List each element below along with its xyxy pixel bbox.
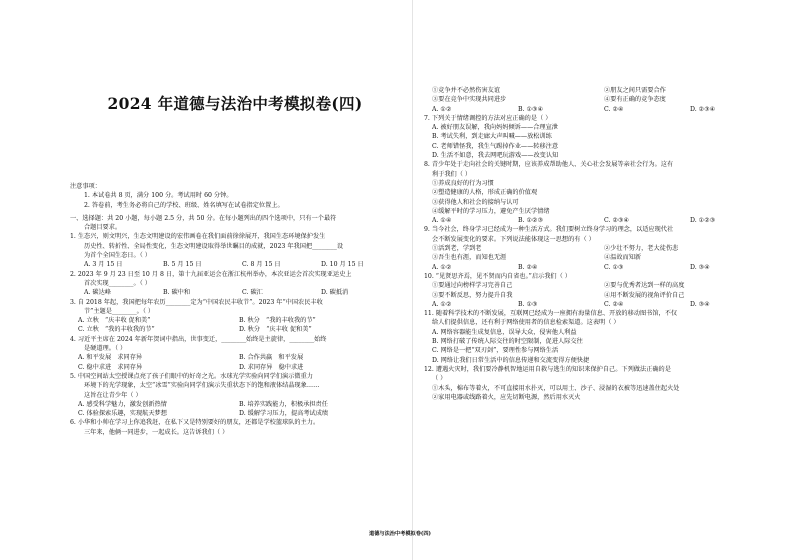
question-stem: 12. 遭遇火灾时，我们要冷静机智地运用自救与逃生的知识来保护自己。下列做法正确的是 [424, 365, 671, 373]
question-2 [70, 270, 400, 298]
question-11 [424, 309, 776, 365]
question-3 [70, 298, 400, 335]
option-b: B. ①③ [518, 300, 538, 308]
statement-4: ④用不断发展的视角评价自己 [604, 291, 685, 299]
statement-2: ②要与优秀者达到一样的高度 [604, 282, 685, 290]
option-a: A. 3 月 15 日 [84, 261, 123, 269]
statement-2: ②塑造健康的人格，形成正确的价值观 [432, 189, 538, 197]
question-1 [70, 232, 400, 269]
question-10 [424, 272, 776, 309]
statement-3: ③要不断反思，努力提升自我 [432, 291, 513, 299]
statement-4: ④温故而知新 [604, 254, 642, 262]
statement-1: ①活到老，学到老 [432, 245, 482, 253]
notice-item: 1. 本试卷共 8 页，满分 100 分。考试用时 60 分钟。 [84, 192, 233, 200]
option-d: D. 秋分 “庆丰收 促和美” [239, 326, 312, 334]
question-stem: 11. 随着科学技术的不断发展，互联网已经成为一座拥有海量信息、开放的移动图书馆，不仅 [424, 310, 678, 318]
option-d: D. 碳抵消 [321, 289, 349, 297]
statement-4: ④要有正确的竞争态度 [604, 96, 666, 104]
option-b: B. 5 月 15 日 [163, 261, 202, 269]
statement-1: ①要通过向榜样学习完善自己 [432, 282, 513, 290]
statement-2: ②少壮不努力，老大徒伤悲 [604, 245, 679, 253]
option-b: B. 合作共赢 和平发展 [239, 354, 304, 362]
page-fold-divider [412, 0, 413, 560]
question-stem: 5. 中国空间站太空授课点亮了孩子们眼中的好奇之光。水球光学实验向同学们演示微重力 [70, 372, 313, 380]
option-d: D. ③④ [690, 263, 710, 271]
question-stem: 这旨在让青少年（ ） [84, 391, 142, 399]
question-9 [424, 225, 776, 271]
option-c: C. ②④ [604, 300, 624, 308]
question-4 [70, 335, 400, 372]
option-b: B. ②④ [518, 263, 538, 271]
paper-title: 2024 年道德与法治中考模拟卷(四) [107, 94, 363, 113]
option-c: C. 碳汇 [242, 289, 263, 297]
question-12 [424, 365, 776, 402]
question-stem: 给人们提供信息，还有利于网络使用者的信息检索渠道。这表明（ ） [432, 319, 620, 327]
statement-1: ①养成良好的行为习惯 [432, 179, 494, 187]
question-stem: 2. 2023 年 9 月 23 日至 10 月 8 日，第十九届亚运会在浙江杭州举办，本次亚运会首次实现亚运史上 [70, 270, 352, 278]
question-stem: 为首个全国生态日。（ ） [84, 252, 151, 260]
option-b: B. ①③④ [518, 105, 544, 113]
question-stem: 1. 生态兴，则文明兴，生态文明建设的宏伟画卷在我们面前徐徐展开，我国生态环境保护发生 [70, 233, 326, 241]
question-stem: 10. “见贤思齐焉，见不贤而内自省也。”启示我们（ ） [424, 272, 571, 280]
statement-3: ③获得他人和社会的接纳与认可 [432, 198, 519, 206]
statement-1: ①竞争并不必然伤害友谊 [432, 87, 501, 94]
option-d: D. 求同存异 稳中求进 [239, 363, 304, 371]
statement-3: ③吾生也有涯，而知也无涯 [432, 254, 507, 262]
option-b: B. 秋分 “我的丰收我的节” [239, 317, 316, 325]
option-b: B. 网络打破了传统人际交往的时空限制，促进人际交往 [432, 338, 583, 346]
question-stem: 8. 青少年处于走向社会的关键时期，应该养成帮助他人、关心社会发展等亲社会行为。这有 [424, 161, 674, 169]
question-stem: 9. 当今社会，终身学习已经成为一种生活方式。我们要树立终身学习的理念，以适应现代社 [424, 226, 674, 234]
question-5 [70, 372, 400, 418]
question-stem: 4. 习近平主席在 2024 年新年贺词中指出，世事变迁，________始终是主旋律，________始终 [70, 335, 327, 343]
statement-2: ②朋友之间只需要合作 [604, 87, 666, 94]
notice-heading: 注意事项： [70, 183, 101, 190]
option-a: A. ①② [432, 263, 452, 271]
option-a: A. 被好朋友误解，我向妈妈倾诉——合理宣泄 [432, 124, 558, 132]
notice-item: 2. 答卷前，考生务必将自己的学校、班级、姓名填写在试卷指定位置上。 [84, 201, 284, 209]
question-6 [70, 418, 400, 437]
option-c: C. 稳中求进 求同存异 [78, 363, 143, 371]
option-c: C. ①③ [604, 263, 624, 271]
option-d: D. ③④ [690, 300, 710, 308]
option-c: C. ②④ [604, 105, 624, 113]
option-c: C. 8 月 15 日 [242, 261, 281, 269]
option-d: D. ②③④ [690, 105, 716, 113]
notice-block [70, 182, 400, 437]
option-c: C. 网络是一把“双刃剑”，要理性参与网络生活 [432, 347, 559, 355]
question-stem: 首次实现________。（ ） [84, 279, 151, 287]
question-stem: 节”主题是________。（ ） [84, 307, 155, 315]
question-8 [424, 160, 776, 225]
question-stem: 是硬道理。（ ） [84, 345, 127, 353]
question-stem: 3. 自 2018 年起，我国把每年农历________定为“中国农民丰收节”。2023 年“中国农民丰收 [70, 298, 323, 306]
option-d: D. 网络让我们日常生活中的信息传递和交流变得方便快捷 [432, 356, 590, 364]
question-stem: 6. 小华和小帅在学习上你追我赶，在私下又是特别要好的朋友，还都是学校篮球队的主力。 [70, 419, 320, 427]
section-heading-cont: 合题目要求。 [84, 224, 122, 232]
option-b: B. ①②③ [518, 217, 544, 225]
question-stem: 环境下的光学现象，太空“冰雪”实验向同学们演示失重状态下的饱和液体结晶现象…… [84, 382, 320, 390]
option-d: D. 缓解学习压力，提高考试成绩 [239, 410, 329, 418]
question-stem: 三年来，他俩一同进步，一起成长。这告诉我们（ ） [84, 428, 229, 436]
question-stem: 历史性、转折性、全局性变化，生态文明建设取得举世瞩目的成就，2023 年我国把________设 [84, 242, 344, 250]
statement-4: ④缓解平时的学习压力，避免产生厌学情绪 [432, 207, 550, 215]
option-a: A. ①② [432, 105, 452, 113]
option-d: D. ①②③ [690, 217, 716, 225]
option-c: C. 老师错怪我，我生气踢掉作业——转移注意 [432, 142, 559, 150]
section-heading: 一、选择题：共 20 小题，每小题 2.5 分，共 50 分。在每小题列出的四个选项中，只有一个最符 [70, 214, 337, 222]
question-stem: 会不断发展变化的要求。下列说法能体现这一思想的有（ ） [432, 235, 595, 243]
option-a: A. 感受科学魅力，激发创新热情 [78, 400, 167, 408]
statement-3: ③要在竞争中实现共同进步 [432, 96, 507, 104]
statement-1: ①木头，棉布等着火，不可直接用水扑灭，可以用土、沙子、浸湿的衣被等迅速盖住起火处 [432, 384, 680, 392]
question-stem: （ ） [432, 375, 447, 383]
option-d: D. 生活不如意，我去网吧玩游戏——改变认知 [432, 152, 559, 160]
option-a: A. 碳达峰 [84, 289, 111, 297]
option-b: B. 培养实践能力，积极承担责任 [239, 400, 328, 408]
option-c: C. 体验探索乐趣，实现航天梦想 [78, 410, 167, 418]
option-a: A. ①② [432, 300, 452, 308]
option-c: C. ②③④ [604, 217, 630, 225]
page-footer: 道德与法治中考模拟卷(四) [369, 531, 431, 537]
option-a: A. 和平发展 求同存异 [78, 354, 143, 362]
option-a: A. ①④ [432, 217, 452, 225]
option-a: A. 立秋 “庆丰收 促和美” [78, 317, 151, 325]
option-a: A. 网络容器能生成复信息，误导大众，侵害他人利益 [432, 328, 577, 336]
question-6-continued [424, 86, 776, 114]
option-c: C. 立秋 “我的丰收我的节” [78, 326, 155, 334]
question-stem: 利于我们（ ） [432, 170, 472, 178]
option-b: B. 考试失利，到走廊大声叫喊——放松训练 [432, 133, 552, 141]
statement-2: ②家用电器或线路着火，应先切断电源，然后用水灭火 [432, 393, 581, 401]
right-column [424, 86, 776, 402]
option-d: D. 10 月 15 日 [321, 261, 364, 269]
option-b: B. 碳中和 [163, 289, 191, 297]
question-stem: 7. 下列关于情绪调控的方法对应正确的是（ ） [424, 114, 552, 122]
question-7 [424, 114, 776, 160]
